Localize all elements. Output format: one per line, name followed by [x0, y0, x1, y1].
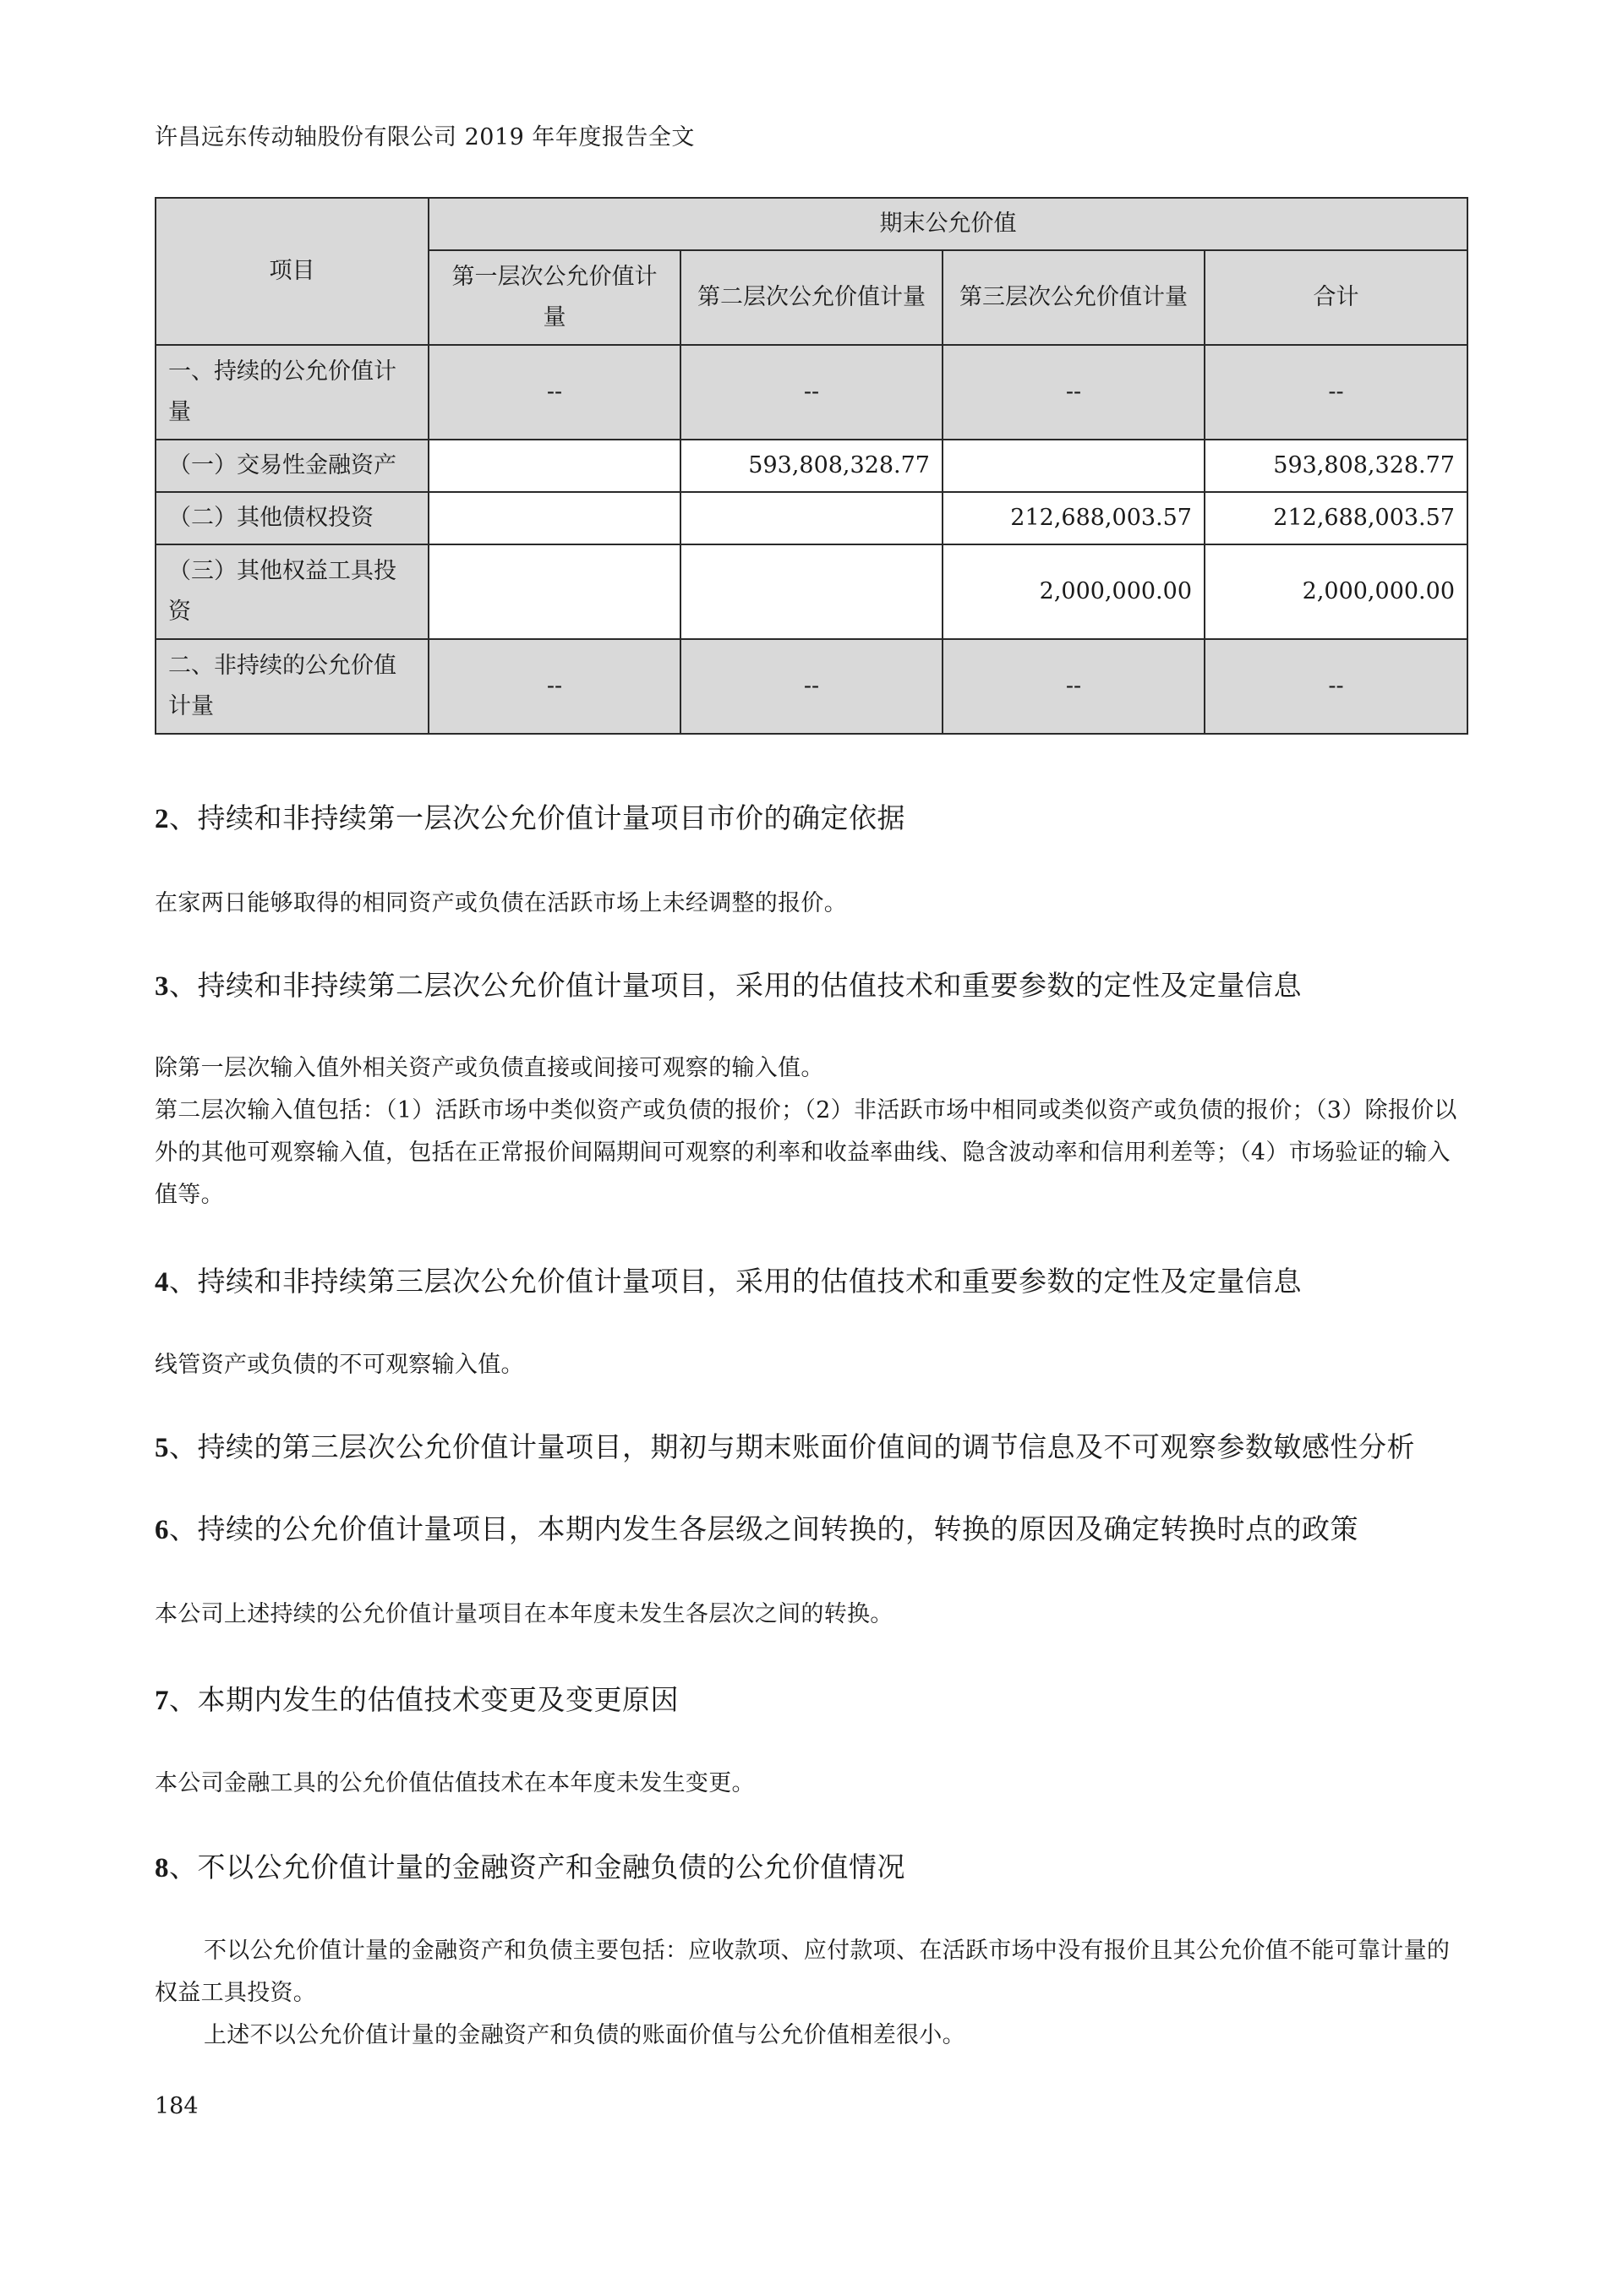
section-title: 、本期内发生的估值技术变更及变更原因 — [169, 1683, 679, 1716]
cell-level2 — [680, 544, 943, 639]
table-header-level3: 第三层次公允价值计量 — [943, 250, 1205, 345]
cell-level1: -- — [429, 639, 680, 734]
cell-total: 212,688,003.57 — [1205, 492, 1467, 544]
cell-level3: -- — [943, 639, 1205, 734]
section-heading-3 — [155, 964, 1302, 1003]
section-heading-5 — [155, 1425, 1415, 1465]
row-label: 一、持续的公允价值计量 — [156, 345, 429, 440]
cell-total: -- — [1205, 345, 1467, 440]
page-number: 184 — [155, 2093, 199, 2119]
table-row — [156, 639, 1467, 734]
cell-level1 — [429, 440, 680, 492]
cell-level3: 212,688,003.57 — [943, 492, 1205, 544]
table-row — [156, 544, 1467, 639]
section-heading-7 — [155, 1678, 679, 1718]
section-title: 、不以公允价值计量的金融资产和金融负债的公允价值情况 — [169, 1850, 905, 1883]
cell-total: 2,000,000.00 — [1205, 544, 1467, 639]
table-row — [156, 345, 1467, 440]
paragraph: 第二层次输入值包括：（1）活跃市场中类似资产或负债的报价；（2）非活跃市场中相同或类似资产或负债的报价；（3）除报价以外的其他可观察输入值，包括在正常报价间隔期间可观察的利率和收益率曲线、隐含波动率和信用利差等；（4）市场验证的输入值等。 — [155, 1097, 1457, 1208]
row-label: （二）其他债权投资 — [156, 492, 429, 544]
paragraph: 上述不以公允价值计量的金融资产和负债的账面价值与公允价值相差很小。 — [204, 2022, 965, 2048]
cell-total: -- — [1205, 639, 1467, 734]
section-title: 、持续和非持续第一层次公允价值计量项目市价的确定依据 — [169, 801, 905, 834]
paragraph: 本公司金融工具的公允价值估值技术在本年度未发生变更。 — [155, 1770, 755, 1796]
row-label: （一）交易性金融资产 — [156, 440, 429, 492]
report-header: 许昌远东传动轴股份有限公司 2019 年年度报告全文 — [155, 124, 695, 150]
cell-level1 — [429, 544, 680, 639]
paragraph: 除第一层次输入值外相关资产或负债直接或间接可观察的输入值。 — [155, 1055, 824, 1081]
table-row — [156, 440, 1467, 492]
row-label: 二、非持续的公允价值计量 — [156, 639, 429, 734]
section-heading-2 — [155, 796, 905, 836]
cell-level2: -- — [680, 639, 943, 734]
section-heading-4 — [155, 1260, 1302, 1299]
cell-level1 — [429, 492, 680, 544]
section-number: 8 — [155, 1853, 169, 1883]
paragraph: 线管资产或负债的不可观察输入值。 — [155, 1352, 524, 1378]
paragraph: 本公司上述持续的公允价值计量项目在本年度未发生各层次之间的转换。 — [155, 1601, 893, 1627]
section-title: 、持续和非持续第三层次公允价值计量项目，采用的估值技术和重要参数的定性及定量信息 — [169, 1265, 1302, 1298]
cell-level2 — [680, 492, 943, 544]
cell-level2: 593,808,328.77 — [680, 440, 943, 492]
cell-level1: -- — [429, 345, 680, 440]
table-header-item: 项目 — [156, 198, 429, 345]
section-number: 3 — [155, 971, 169, 1002]
table-header-group: 期末公允价值 — [429, 198, 1467, 250]
row-label: （三）其他权益工具投资 — [156, 544, 429, 639]
cell-level3: -- — [943, 345, 1205, 440]
cell-level3 — [943, 440, 1205, 492]
section-title: 、持续和非持续第二层次公允价值计量项目，采用的估值技术和重要参数的定性及定量信息 — [169, 969, 1302, 1002]
table-header-level2: 第二层次公允价值计量 — [680, 250, 943, 345]
paragraph: 不以公允价值计量的金融资产和负债主要包括：应收款项、应付款项、在活跃市场中没有报价且其公允价值不能可靠计量的权益工具投资。 — [155, 1938, 1451, 2006]
cell-level3: 2,000,000.00 — [943, 544, 1205, 639]
section-number: 7 — [155, 1686, 169, 1716]
paragraph: 在家两日能够取得的相同资产或负债在活跃市场上未经调整的报价。 — [155, 890, 847, 916]
section-number: 5 — [155, 1433, 169, 1463]
section-title: 、持续的公允价值计量项目，本期内发生各层级之间转换的，转换的原因及确定转换时点的政策 — [169, 1512, 1358, 1545]
section-number: 6 — [155, 1515, 169, 1545]
table-row — [156, 492, 1467, 544]
table-header-total: 合计 — [1205, 250, 1467, 345]
table-header-level1: 第一层次公允价值计量 — [429, 250, 680, 345]
cell-level2: -- — [680, 345, 943, 440]
cell-total: 593,808,328.77 — [1205, 440, 1467, 492]
section-title: 、持续的第三层次公允价值计量项目，期初与期末账面价值间的调节信息及不可观察参数敏感性分析 — [169, 1430, 1415, 1463]
section-heading-8 — [155, 1845, 905, 1885]
fair-value-table — [155, 197, 1468, 735]
section-heading-6 — [155, 1507, 1358, 1547]
section-number: 2 — [155, 804, 169, 834]
section-number: 4 — [155, 1267, 169, 1298]
